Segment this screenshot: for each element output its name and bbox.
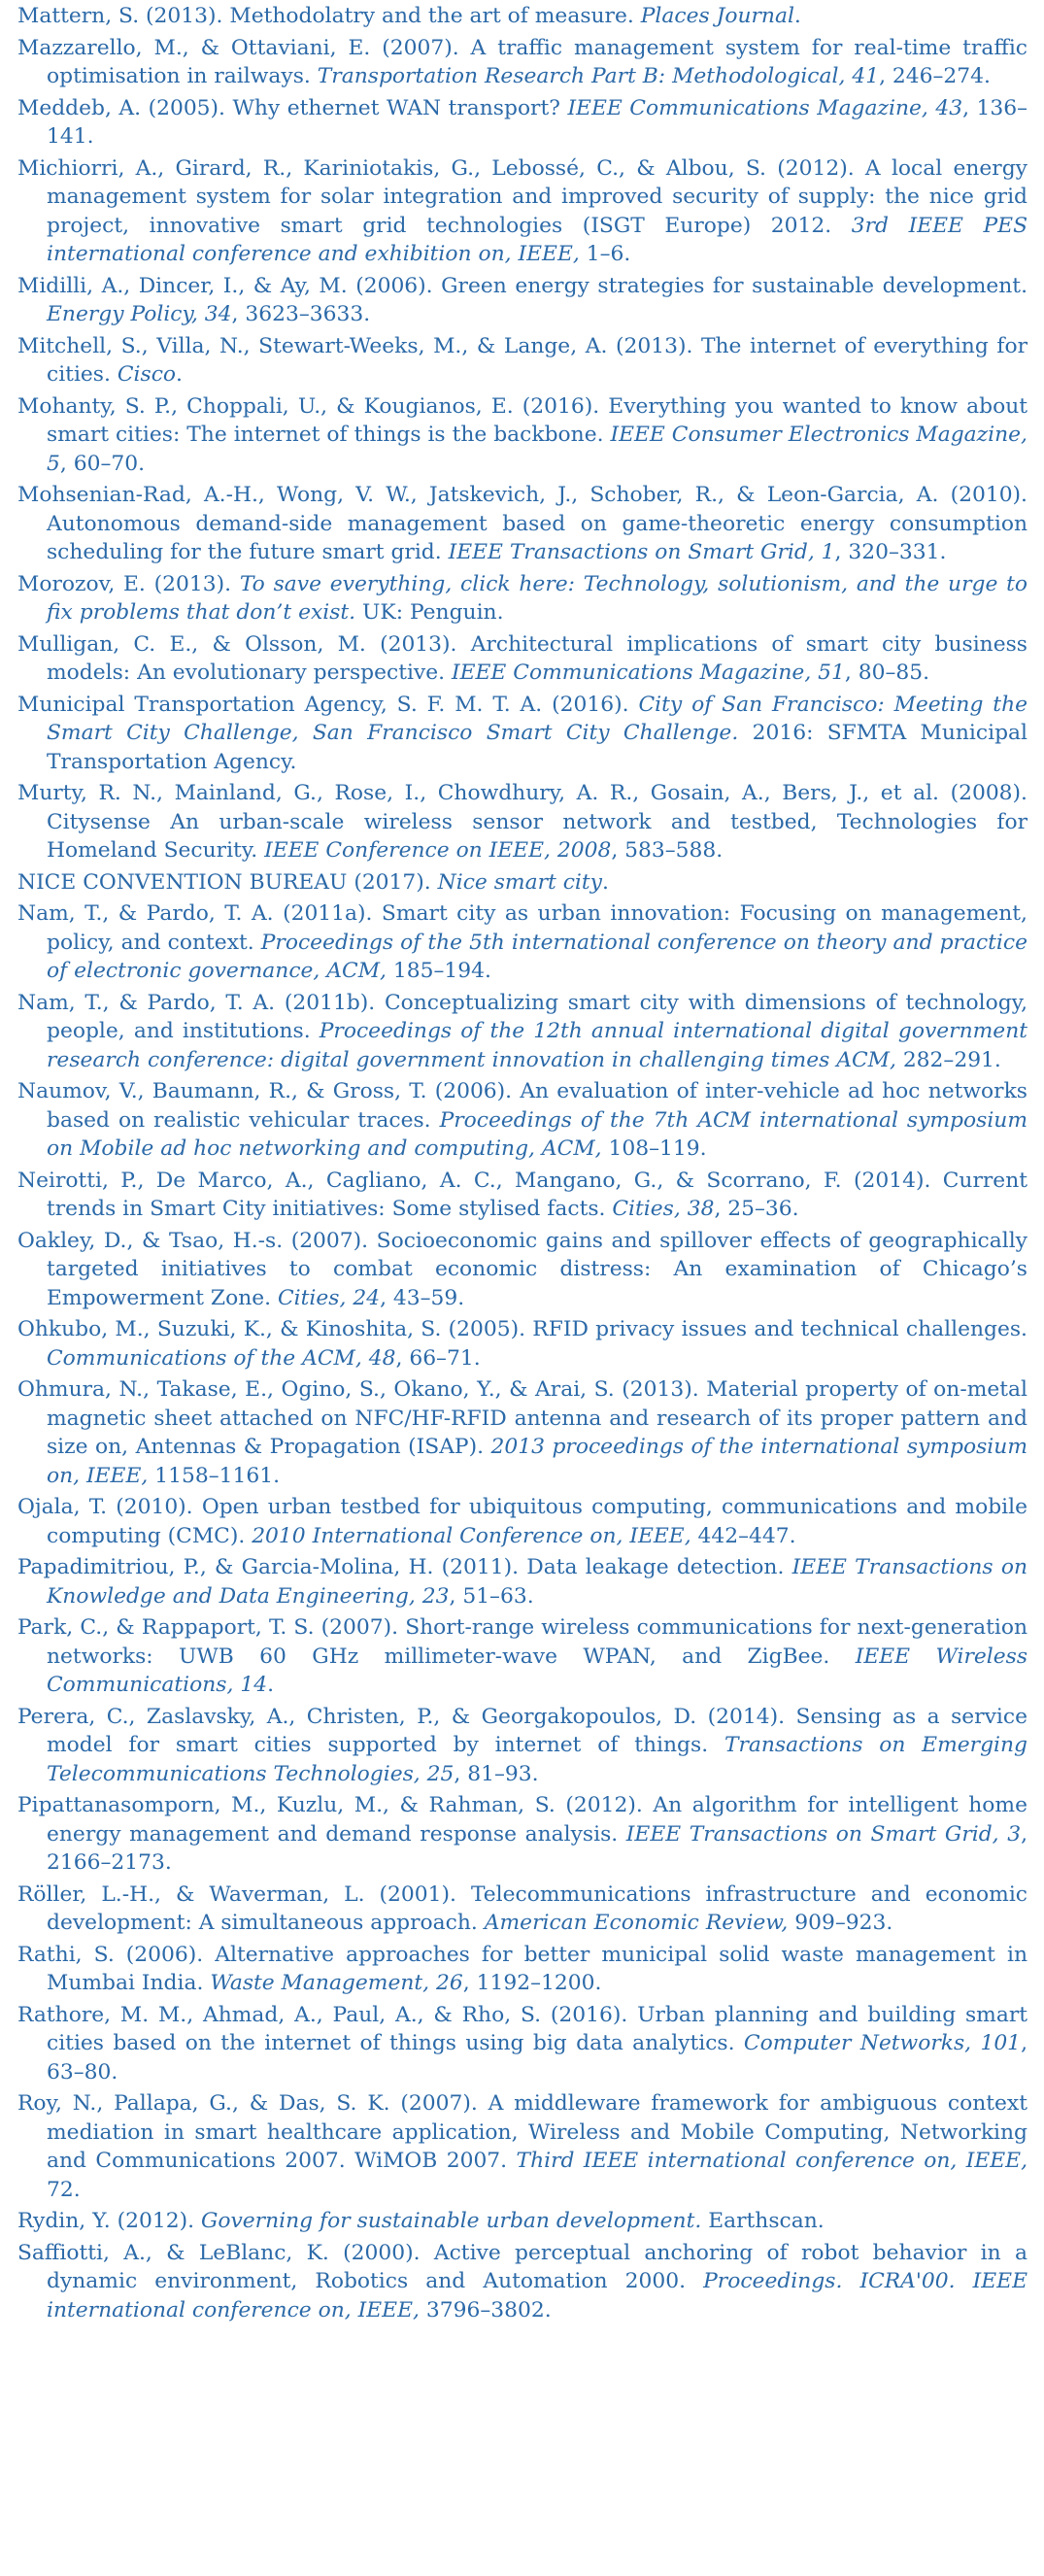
- reference-citation: Roy, N., Pallapa, G., & Das, S. K. (2007). A middleware framework for ambiguous context mediation in smart healthcare application, Wireless and Mobile Computing, Networking and Communications 2007. WiMOB 2007.: [17, 2091, 1027, 2173]
- reference-citation: Naumov, V., Baumann, R., & Gross, T. (2006). An evaluation of inter-vehicle ad hoc networks based on realistic vehicular traces.: [17, 1079, 1027, 1133]
- reference-pages: 1158–1161.: [148, 1463, 280, 1488]
- reference-citation: Michiorri, A., Girard, R., Kariniotakis, G., Lebossé, C., & Albou, S. (2012). A local energy management system for solar integration and improved security of supply: the nice grid project, innovative smart grid technologies (ISGT Europe) 2012.: [17, 155, 1027, 238]
- reference-pages: .: [601, 869, 609, 895]
- reference-entry: [17, 570, 1027, 627]
- reference-citation: Rathi, S. (2006). Alternative approaches for better municipal solid waste management in Mumbai India.: [17, 1942, 1027, 1995]
- reference-pages: 3796–3802.: [419, 2297, 552, 2322]
- reference-pages: , 320–331.: [834, 540, 947, 564]
- reference-entry: [17, 1077, 1027, 1164]
- reference-list: [17, 2, 1027, 2327]
- reference-entry: [17, 2089, 1027, 2204]
- reference-venue: Cities, 24: [278, 1285, 381, 1310]
- reference-entry: [17, 2239, 1027, 2325]
- reference-citation: Papadimitriou, P., & Garcia-Molina, H. (2011). Data leakage detection.: [17, 1555, 792, 1579]
- reference-pages: , 2166–2173.: [47, 1821, 1027, 1875]
- reference-entry: [17, 2, 1027, 31]
- reference-citation: Park, C., & Rappaport, T. S. (2007). Short-range wireless communications for next-generation networks: UWB 60 GHz millimeter-wave WPAN, and ZigBee.: [17, 1615, 1027, 1669]
- reference-pages: 108–119.: [601, 1136, 707, 1161]
- reference-venue: IEEE Transactions on Knowledge and Data Engineering, 23: [47, 1555, 1027, 1609]
- reference-citation: Murty, R. N., Mainland, G., Rose, I., Chowdhury, A. R., Gosain, A., Bers, J., et al. (2008). Citysense An urban-scale wireless sensor network and testbed, Technologies for Homeland Security.: [17, 781, 1027, 863]
- reference-venue: Third IEEE international conference on, IEEE,: [516, 2149, 1028, 2173]
- reference-venue: Energy Policy, 34: [47, 302, 232, 326]
- reference-venue: Communications of the ACM, 48: [47, 1345, 396, 1371]
- reference-venue: City of San Francisco: Meeting the Smart City Challenge, San Francisco Smart City Challenge.: [47, 692, 1028, 745]
- reference-pages: .: [267, 1673, 274, 1697]
- reference-citation: Pipattanasomporn, M., Kuzlu, M., & Rahman, S. (2012). An algorithm for intelligent home energy management and demand response analysis.: [17, 1793, 1027, 1847]
- reference-citation: Mulligan, C. E., & Olsson, M. (2013). Architectural implications of smart city business models: An evolutionary perspective.: [17, 631, 1027, 685]
- reference-entry: [17, 481, 1027, 567]
- reference-entry: [17, 34, 1027, 91]
- reference-entry: [17, 630, 1027, 688]
- reference-citation: Midilli, A., Dincer, I., & Ay, M. (2006). Green energy strategies for sustainable development.: [17, 273, 1027, 298]
- reference-venue: IEEE Communications Magazine, 43: [567, 95, 963, 120]
- reference-entry: [17, 868, 1027, 898]
- reference-entry: [17, 899, 1027, 986]
- reference-entry: [17, 1941, 1027, 1998]
- reference-pages: , 80–85.: [844, 661, 930, 685]
- reference-pages: , 66–71.: [395, 1345, 481, 1371]
- reference-citation: Rathore, M. M., Ahmad, A., Paul, A., & Rho, S. (2016). Urban planning and building smart cities based on the internet of things using big data analytics.: [17, 2002, 1027, 2055]
- reference-pages: , 583–588.: [611, 838, 724, 863]
- reference-venue: Cities, 38: [612, 1197, 715, 1221]
- reference-entry: [17, 779, 1027, 865]
- reference-venue: Proceedings of the 12th annual international digital government research conference: digital government innovation in challenging times ACM,: [47, 1019, 1027, 1072]
- reference-venue: Proceedings of the 5th international conference on theory and practice of electronic governance, ACM,: [47, 930, 1027, 983]
- reference-citation: NICE CONVENTION BUREAU (2017).: [17, 869, 438, 895]
- reference-entry: [17, 154, 1027, 269]
- reference-venue: Governing for sustainable urban development.: [200, 2209, 702, 2233]
- reference-pages: 282–291.: [895, 1047, 1001, 1072]
- reference-entry: [17, 1227, 1027, 1313]
- reference-venue: IEEE Transactions on Smart Grid, 3: [625, 1821, 1022, 1847]
- reference-citation: Meddeb, A. (2005). Why ethernet WAN transport?: [17, 95, 568, 120]
- reference-venue: IEEE Transactions on Smart Grid, 1: [448, 540, 835, 564]
- reference-pages: Earthscan.: [701, 2209, 825, 2233]
- reference-pages: .: [793, 4, 801, 28]
- reference-venue: American Economic Review,: [484, 1911, 789, 1935]
- reference-entry: [17, 392, 1027, 479]
- reference-citation: Mitchell, S., Villa, N., Stewart-Weeks, M., & Lange, A. (2013). The internet of everything for cities.: [17, 333, 1027, 387]
- reference-citation: Mazzarello, M., & Ottaviani, E. (2007). A traffic management system for real-time traffic optimisation in railways.: [17, 35, 1027, 88]
- reference-entry: [17, 332, 1027, 390]
- reference-citation: Ojala, T. (2010). Open urban testbed for ubiquitous computing, communications and mobile computing (CMC).: [17, 1495, 1027, 1548]
- reference-entry: [17, 1493, 1027, 1550]
- reference-entry: [17, 94, 1027, 152]
- reference-citation: Mohsenian-Rad, A.-H., Wong, V. W., Jatskevich, J., Schober, R., & Leon-Garcia, A. (2010). Autonomous demand-side management based on game-theoretic energy consumption scheduling for the future smart grid.: [17, 483, 1027, 564]
- reference-venue: Places Journal: [640, 4, 794, 28]
- reference-entry: [17, 989, 1027, 1075]
- reference-venue: IEEE Conference on IEEE, 2008: [264, 838, 612, 863]
- reference-entry: [17, 1791, 1027, 1878]
- reference-citation: Mohanty, S. P., Choppali, U., & Kougianos, E. (2016). Everything you wanted to know about smart cities: The internet of things is the backbone.: [17, 393, 1027, 447]
- reference-citation: Ohkubo, M., Suzuki, K., & Kinoshita, S. (2005). RFID privacy issues and technical challenges.: [17, 1317, 1027, 1341]
- reference-pages: UK: Penguin.: [355, 600, 504, 625]
- reference-pages: .: [176, 362, 183, 387]
- reference-venue: 2013 proceedings of the international symposium on, IEEE,: [47, 1435, 1027, 1488]
- reference-entry: [17, 2001, 1027, 2087]
- reference-citation: Nam, T., & Pardo, T. A. (2011b). Conceptualizing smart city with dimensions of technology, people, and institutions.: [17, 990, 1027, 1043]
- reference-pages: , 43–59.: [380, 1285, 465, 1310]
- reference-venue: 3rd IEEE PES international conference and exhibition on, IEEE,: [47, 213, 1027, 266]
- reference-pages: , 25–36.: [714, 1197, 799, 1221]
- reference-entry: [17, 691, 1027, 777]
- reference-pages: 909–923.: [788, 1911, 893, 1935]
- reference-citation: Nam, T., & Pardo, T. A. (2011a). Smart city as urban innovation: Focusing on management, policy, and context.: [17, 901, 1027, 955]
- reference-citation: Municipal Transportation Agency, S. F. M. T. A. (2016).: [17, 692, 639, 717]
- reference-citation: Rydin, Y. (2012).: [17, 2209, 201, 2233]
- reference-pages: 442–447.: [690, 1523, 796, 1548]
- reference-pages: 185–194.: [386, 959, 491, 983]
- reference-venue: IEEE Wireless Communications, 14: [47, 1644, 1028, 1697]
- reference-citation: Morozov, E. (2013).: [17, 571, 240, 596]
- reference-pages: 72.: [47, 2177, 81, 2202]
- reference-venue: Waste Management, 26: [210, 1971, 463, 1995]
- reference-pages: , 246–274.: [879, 64, 991, 88]
- reference-citation: Ohmura, N., Takase, E., Ogino, S., Okano, Y., & Arai, S. (2013). Material property of on-metal magnetic sheet attached on NFC/HF-RFID antenna and research of its proper pattern and size on, Antennas & Propagation (ISAP).: [17, 1377, 1027, 1459]
- reference-venue: Nice smart city: [437, 869, 602, 895]
- reference-venue: To save everything, click here: Technology, solutionism, and the urge to fix problems that don’t exist.: [47, 571, 1028, 625]
- reference-entry: [17, 1613, 1027, 1700]
- reference-citation: Oakley, D., & Tsao, H.-s. (2007). Socioeconomic gains and spillover effects of geographically targeted initiatives to combat economic distress: An examination of Chicago’s Empowerment Zone.: [17, 1228, 1027, 1310]
- reference-venue: IEEE Communications Magazine, 51: [452, 661, 845, 685]
- reference-entry: [17, 1553, 1027, 1610]
- reference-entry: [17, 272, 1027, 329]
- reference-citation: Neirotti, P., De Marco, A., Cagliano, A. C., Mangano, G., & Scorrano, F. (2014). Current trends in Smart City initiatives: Some stylised facts.: [17, 1168, 1027, 1221]
- reference-venue: Computer Networks, 101: [743, 2031, 1022, 2055]
- reference-venue: Transactions on Emerging Telecommunications Technologies, 25: [47, 1733, 1027, 1786]
- reference-venue: Transportation Research Part B: Methodological, 41: [317, 64, 880, 88]
- reference-entry: [17, 1703, 1027, 1789]
- reference-pages: , 60–70.: [59, 451, 146, 476]
- reference-pages: 2016: SFMTA Municipal Transportation Agency.: [47, 721, 1027, 774]
- reference-venue: IEEE Consumer Electronics Magazine, 5: [47, 423, 1027, 476]
- reference-entry: [17, 1375, 1027, 1490]
- reference-venue: Proceedings of the 7th ACM international symposium on Mobile ad hoc networking and computing, ACM,: [47, 1107, 1027, 1161]
- reference-citation: Perera, C., Zaslavsky, A., Christen, P., & Georgakopoulos, D. (2014). Sensing as a service model for smart cities supported by internet of things.: [17, 1704, 1027, 1757]
- reference-pages: , 81–93.: [454, 1761, 539, 1786]
- reference-venue: 2010 International Conference on, IEEE,: [252, 1523, 691, 1548]
- reference-pages: , 3623–3633.: [231, 302, 371, 326]
- reference-entry: [17, 1881, 1027, 1938]
- reference-pages: 1–6.: [579, 242, 631, 266]
- reference-pages: , 1192–1200.: [462, 1971, 602, 1995]
- reference-citation: Röller, L.-H., & Waverman, L. (2001). Telecommunications infrastructure and economic development: A simultaneous approach.: [17, 1881, 1027, 1935]
- reference-venue: Proceedings. ICRA'00. IEEE international conference on, IEEE,: [47, 2269, 1028, 2322]
- reference-pages: , 51–63.: [449, 1583, 534, 1609]
- reference-venue: Cisco: [117, 362, 177, 387]
- reference-entry: [17, 1167, 1027, 1224]
- reference-citation: Saffiotti, A., & LeBlanc, K. (2000). Active perceptual anchoring of robot behavior in a dynamic environment, Robotics and Automation 2000.: [17, 2240, 1027, 2293]
- reference-pages: , 63–80.: [47, 2031, 1027, 2085]
- reference-citation: Mattern, S. (2013). Methodolatry and the art of measure.: [17, 4, 641, 28]
- reference-entry: [17, 2207, 1027, 2236]
- reference-entry: [17, 1315, 1027, 1373]
- reference-pages: , 136–141.: [47, 95, 1028, 149]
